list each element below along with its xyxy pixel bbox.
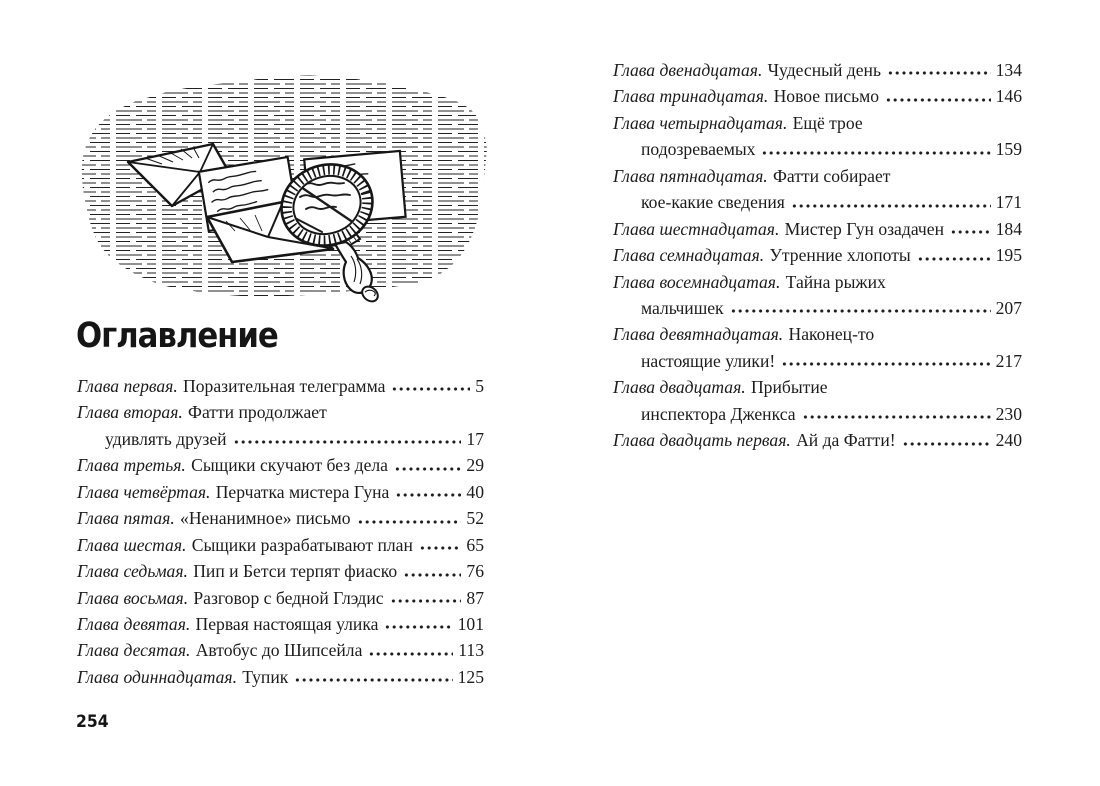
- page-number: 146: [995, 86, 1022, 107]
- toc-entry-line: [77, 479, 484, 505]
- page-number: 17: [466, 428, 484, 449]
- page-number: 125: [457, 666, 484, 687]
- dot-leader: [791, 196, 991, 216]
- chapter-label: Глава шестая.: [77, 534, 187, 555]
- toc-entry: [613, 427, 1022, 453]
- page-number: 113: [458, 640, 484, 661]
- toc-entry: [613, 216, 1022, 242]
- page-number: 230: [995, 403, 1022, 424]
- page-number: 171: [995, 192, 1022, 213]
- toc-entry-line: [613, 110, 1022, 136]
- toc-entry-wrap-line: [613, 348, 1022, 374]
- page-number: 101: [457, 613, 484, 634]
- toc-entry: [77, 399, 484, 452]
- toc-entry-line: [613, 242, 1022, 268]
- toc-entry-line: [77, 664, 484, 690]
- toc-entry: [613, 163, 1022, 216]
- toc-entry: [77, 637, 484, 663]
- chapter-title-continued: настоящие улики!: [641, 350, 776, 371]
- page-number: 76: [466, 561, 484, 582]
- page-number: 5: [475, 376, 484, 396]
- toc-entry-line: [77, 558, 484, 584]
- toc-entry-wrap-line: [613, 189, 1022, 215]
- chapter-label: Глава двадцатая.: [613, 377, 746, 398]
- chapter-title: Ещё трое: [792, 112, 863, 133]
- toc-entry: [77, 558, 484, 584]
- chapter-label: Глава одиннадцатая.: [77, 666, 237, 687]
- chapter-title: Сыщики скучают без дела: [191, 455, 388, 476]
- toc-entry: [77, 373, 484, 399]
- chapter-title-continued: мальчишек: [641, 297, 724, 318]
- toc-entry-line: [613, 83, 1022, 109]
- toc-column-left: [77, 373, 484, 690]
- dot-leader: [761, 143, 990, 163]
- chapter-title: Мистер Гун озадачен: [784, 218, 944, 239]
- chapter-title: Сыщики разрабатывают план: [191, 534, 413, 555]
- toc-entry-line: [613, 163, 1022, 189]
- toc-entry-line: [77, 373, 484, 399]
- toc-entry: [613, 242, 1022, 268]
- toc-entry-line: [613, 216, 1022, 242]
- page-number: 40: [466, 481, 484, 502]
- dot-leader: [357, 512, 462, 532]
- chapter-title: Фатти собирает: [772, 165, 891, 186]
- chapter-title: Поразительная телеграмма: [183, 376, 386, 396]
- page-number: 65: [466, 534, 484, 555]
- page-number: 240: [995, 430, 1022, 451]
- dot-leader: [802, 407, 991, 427]
- chapter-title: Тупик: [242, 666, 289, 687]
- toc-entry-line: [77, 637, 484, 663]
- chapter-label: Глава восемнадцатая.: [613, 271, 781, 292]
- page-title: Оглавление: [76, 316, 278, 356]
- chapter-label: Глава тринадцатая.: [613, 86, 769, 107]
- chapter-label: Глава пятнадцатая.: [613, 165, 768, 186]
- chapter-label: Глава пятая.: [77, 508, 175, 529]
- toc-entry-line: [613, 321, 1022, 347]
- chapter-label: Глава седьмая.: [77, 561, 188, 582]
- page-number: 184: [995, 218, 1022, 239]
- page-number: 134: [995, 60, 1022, 80]
- toc-entry: [77, 505, 484, 531]
- page-number: 87: [466, 587, 484, 608]
- chapter-title: Чудесный день: [767, 60, 881, 80]
- dot-leader: [917, 249, 991, 269]
- toc-entry-line: [613, 269, 1022, 295]
- chapter-title-continued: кое-какие сведения: [641, 192, 785, 213]
- chapter-label: Глава двадцать первая.: [613, 430, 791, 451]
- chapter-title-continued: инспектора Дженкса: [641, 403, 796, 424]
- toc-entry: [77, 452, 484, 478]
- page-number: 52: [466, 508, 484, 529]
- chapter-label: Глава девятнадцатая.: [613, 324, 784, 345]
- chapter-label: Глава вторая.: [77, 402, 183, 423]
- chapter-title-continued: подозреваемых: [641, 139, 756, 160]
- chapter-title: Разговор с бедной Глэдис: [193, 587, 384, 608]
- chapter-title-continued: удивлять друзей: [105, 428, 227, 449]
- toc-entry-wrap-line: [613, 401, 1022, 427]
- dot-leader: [395, 485, 461, 505]
- chapter-label: Глава четырнадцатая.: [613, 112, 788, 133]
- toc-entry-line: [613, 427, 1022, 453]
- page-number: 29: [466, 455, 484, 476]
- chapter-title: Прибытие: [750, 377, 828, 398]
- toc-entry: [77, 585, 484, 611]
- page-number: 195: [995, 245, 1022, 266]
- dot-leader: [403, 565, 461, 585]
- chapter-title: Перчатка мистера Гуна: [215, 481, 390, 502]
- page-number-folio: 254: [76, 712, 109, 732]
- toc-entry-line: [77, 611, 484, 637]
- dot-leader: [394, 459, 461, 479]
- chapter-title: Автобус до Шипсейла: [195, 640, 363, 661]
- toc-column-right: [613, 57, 1022, 454]
- toc-entry-line: [77, 399, 484, 425]
- toc-entry-line: [613, 57, 1022, 83]
- toc-entry-line: [77, 532, 484, 558]
- letters-magnifier-illustration: [70, 54, 494, 306]
- chapter-title: Первая настоящая улика: [195, 613, 379, 634]
- toc-entry: [613, 57, 1022, 83]
- toc-entry-line: [77, 505, 484, 531]
- page-number: 159: [995, 139, 1022, 160]
- toc-entry: [77, 664, 484, 690]
- dot-leader: [887, 63, 991, 83]
- toc-entry: [77, 479, 484, 505]
- chapter-label: Глава девятая.: [77, 613, 191, 634]
- dot-leader: [233, 432, 462, 452]
- chapter-label: Глава восьмая.: [77, 587, 189, 608]
- toc-entry-line: [77, 585, 484, 611]
- toc-entry-wrap-line: [613, 136, 1022, 162]
- dot-leader: [419, 538, 462, 558]
- chapter-title: Новое письмо: [773, 86, 880, 107]
- chapter-label: Глава семнадцатая.: [613, 245, 765, 266]
- chapter-title: Наконец-то: [788, 324, 875, 345]
- page-number: 217: [995, 350, 1022, 371]
- toc-entry: [613, 83, 1022, 109]
- dot-leader: [391, 379, 470, 399]
- chapter-label: Глава первая.: [77, 376, 178, 396]
- dot-leader: [902, 434, 991, 454]
- chapter-label: Глава двенадцатая.: [613, 60, 763, 80]
- toc-entry: [613, 110, 1022, 163]
- dot-leader: [294, 670, 452, 690]
- toc-entry: [77, 611, 484, 637]
- dot-leader: [390, 591, 462, 611]
- chapter-title: «Ненанимное» письмо: [180, 508, 351, 529]
- chapter-label: Глава третья.: [77, 455, 186, 476]
- dot-leader: [950, 222, 991, 242]
- chapter-label: Глава четвёртая.: [77, 481, 211, 502]
- toc-entry-wrap-line: [77, 426, 484, 452]
- dot-leader: [368, 644, 453, 664]
- chapter-title: Фатти продолжает: [188, 402, 327, 423]
- dot-leader: [781, 354, 990, 374]
- chapter-title: Ай да Фатти!: [796, 430, 896, 451]
- page-number: 207: [995, 297, 1022, 318]
- toc-entry-wrap-line: [613, 295, 1022, 321]
- dot-leader: [885, 90, 991, 110]
- chapter-label: Глава шестнадцатая.: [613, 218, 780, 239]
- chapter-title: Тайна рыжих: [785, 271, 886, 292]
- dot-leader: [384, 617, 452, 637]
- chapter-title: Пип и Бетси терпят фиаско: [193, 561, 398, 582]
- toc-entry: [613, 374, 1022, 427]
- chapter-label: Глава десятая.: [77, 640, 191, 661]
- toc-entry-line: [613, 374, 1022, 400]
- toc-entry: [613, 321, 1022, 374]
- dot-leader: [730, 301, 991, 321]
- chapter-title: Утренние хлопоты: [769, 245, 911, 266]
- toc-entry: [77, 532, 484, 558]
- toc-entry-line: [77, 452, 484, 478]
- toc-entry: [613, 269, 1022, 322]
